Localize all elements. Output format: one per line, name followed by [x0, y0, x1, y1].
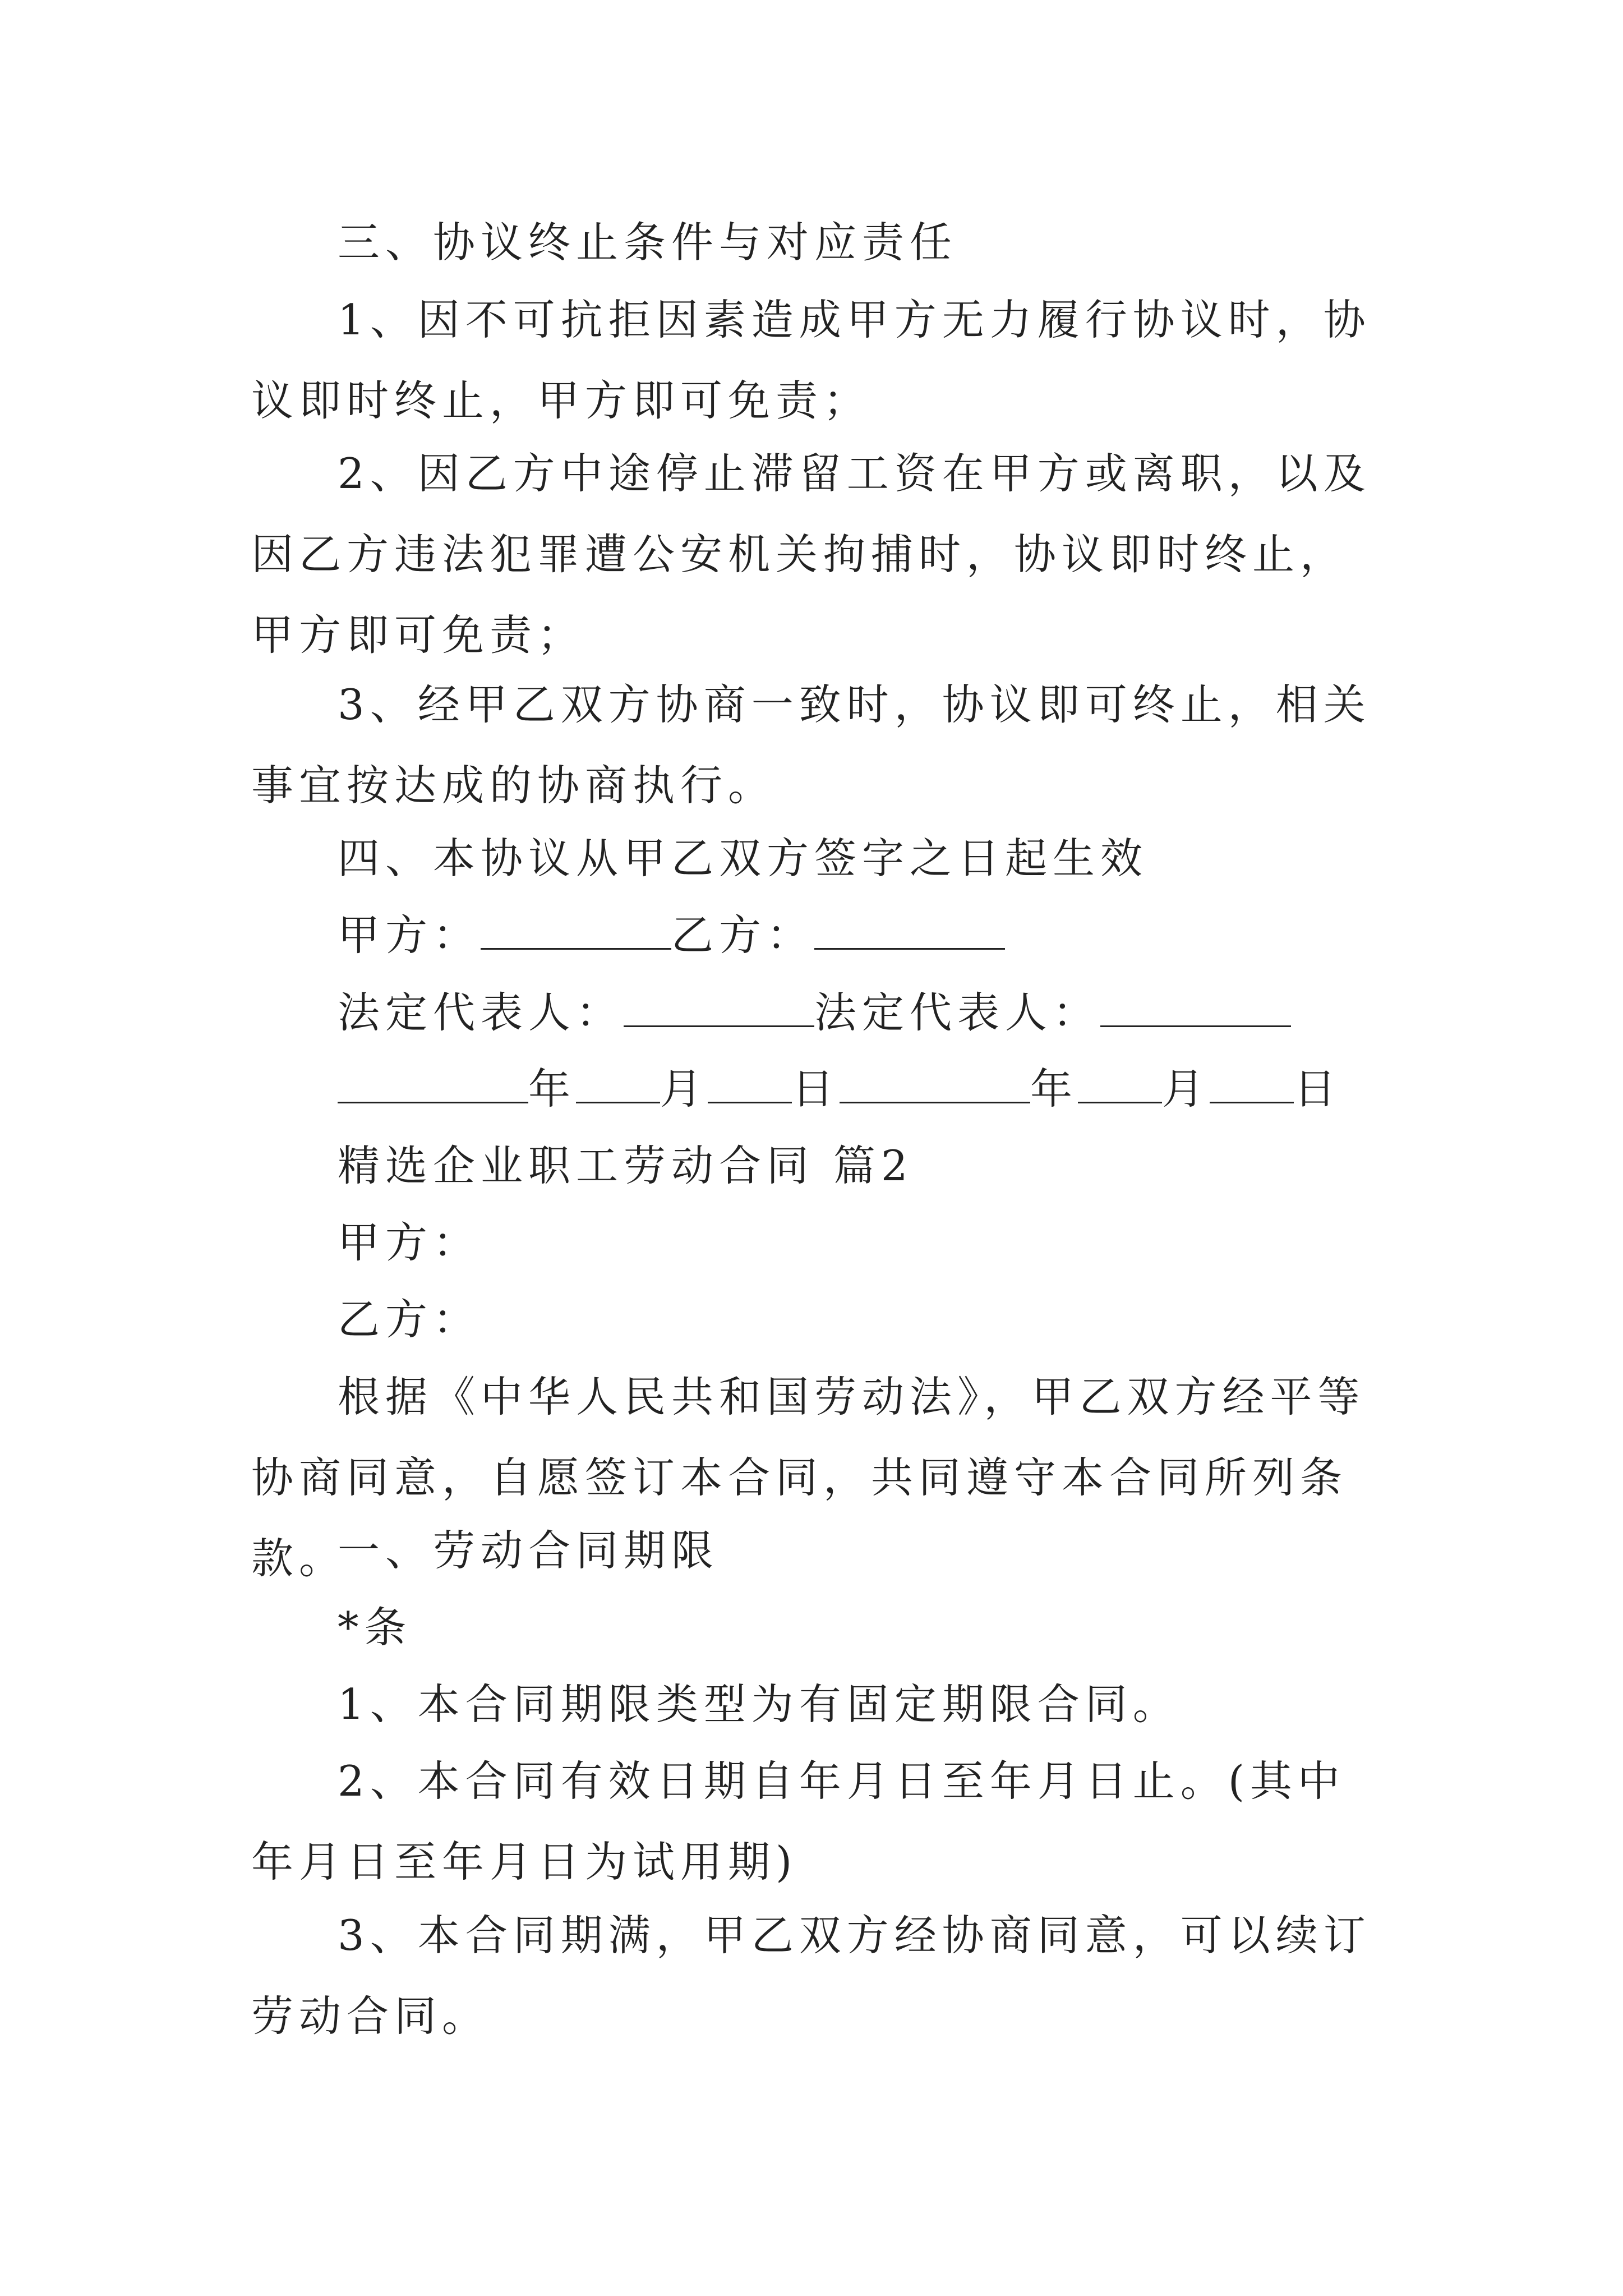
party-b-signature-label: 乙方：	[671, 910, 815, 960]
legal-rep-b-label: 法定代表人：	[814, 988, 1101, 1037]
date-a-day-label: 日	[792, 1064, 840, 1114]
signature-date-line	[338, 1048, 1341, 1129]
term-item-2: 2、本合同有效日期自年月日至年月日止。(其中年月日至年月日为试用期)	[251, 1756, 1345, 1887]
date-b-month-blank	[1078, 1101, 1162, 1103]
term-item-3: 3、本合同期满，甲乙双方经协商同意，可以续订劳动合同。	[251, 1911, 1371, 2041]
date-b-month-label: 月	[1162, 1064, 1210, 1114]
legal-rep-b-blank	[1100, 1025, 1291, 1027]
section-3-item-2: 2、因乙方中途停止滞留工资在甲方或离职，以及因乙方违法犯罪遭公安机关拘捕时，协议即时终止，甲方即可免责；	[251, 449, 1371, 660]
date-a-month-label: 月	[660, 1064, 708, 1114]
article-marker: *条	[338, 1603, 412, 1652]
date-a-month-blank	[576, 1101, 660, 1103]
date-b-year-label: 年	[1030, 1064, 1078, 1114]
signature-party-line	[338, 895, 1005, 976]
term-heading: 一、劳动合同期限	[338, 1526, 720, 1575]
section-4-heading: 四、本协议从甲乙双方签字之日起生效	[338, 834, 1149, 883]
signature-legal-rep-line	[338, 972, 1291, 1053]
article-2-title: 精选企业职工劳动合同 篇2	[338, 1141, 914, 1190]
section-3-heading: 三、协议终止条件与对应责任	[338, 218, 958, 267]
party-a-signature-blank	[481, 947, 671, 950]
legal-rep-a-label: 法定代表人：	[338, 988, 624, 1037]
party-b-signature-blank	[814, 947, 1005, 950]
section-3-item-3: 3、经甲乙双方协商一致时，协议即可终止，相关事宜按达成的协商执行。	[251, 680, 1371, 810]
party-a-signature-label: 甲方：	[338, 910, 481, 960]
preamble: 根据《中华人民共和国劳动法》，甲乙双方经平等协商同意，自愿签订本合同，共同遵守本合同所列条款。	[251, 1372, 1366, 1583]
date-b-year-blank	[840, 1101, 1030, 1103]
term-item-1: 1、本合同期限类型为有固定期限合同。	[338, 1680, 1181, 1729]
date-a-year-blank	[338, 1101, 528, 1103]
section-3-item-1: 1、因不可抗拒因素造成甲方无力履行协议时，协议即时终止，甲方即可免责；	[251, 295, 1371, 425]
legal-rep-a-blank	[624, 1025, 814, 1027]
date-b-day-blank	[1210, 1101, 1294, 1103]
date-a-day-blank	[708, 1101, 792, 1103]
date-b-day-label: 日	[1294, 1064, 1342, 1114]
party-b-label: 乙方：	[338, 1295, 481, 1344]
date-a-year-label: 年	[528, 1064, 577, 1114]
party-a-label: 甲方：	[338, 1218, 481, 1267]
